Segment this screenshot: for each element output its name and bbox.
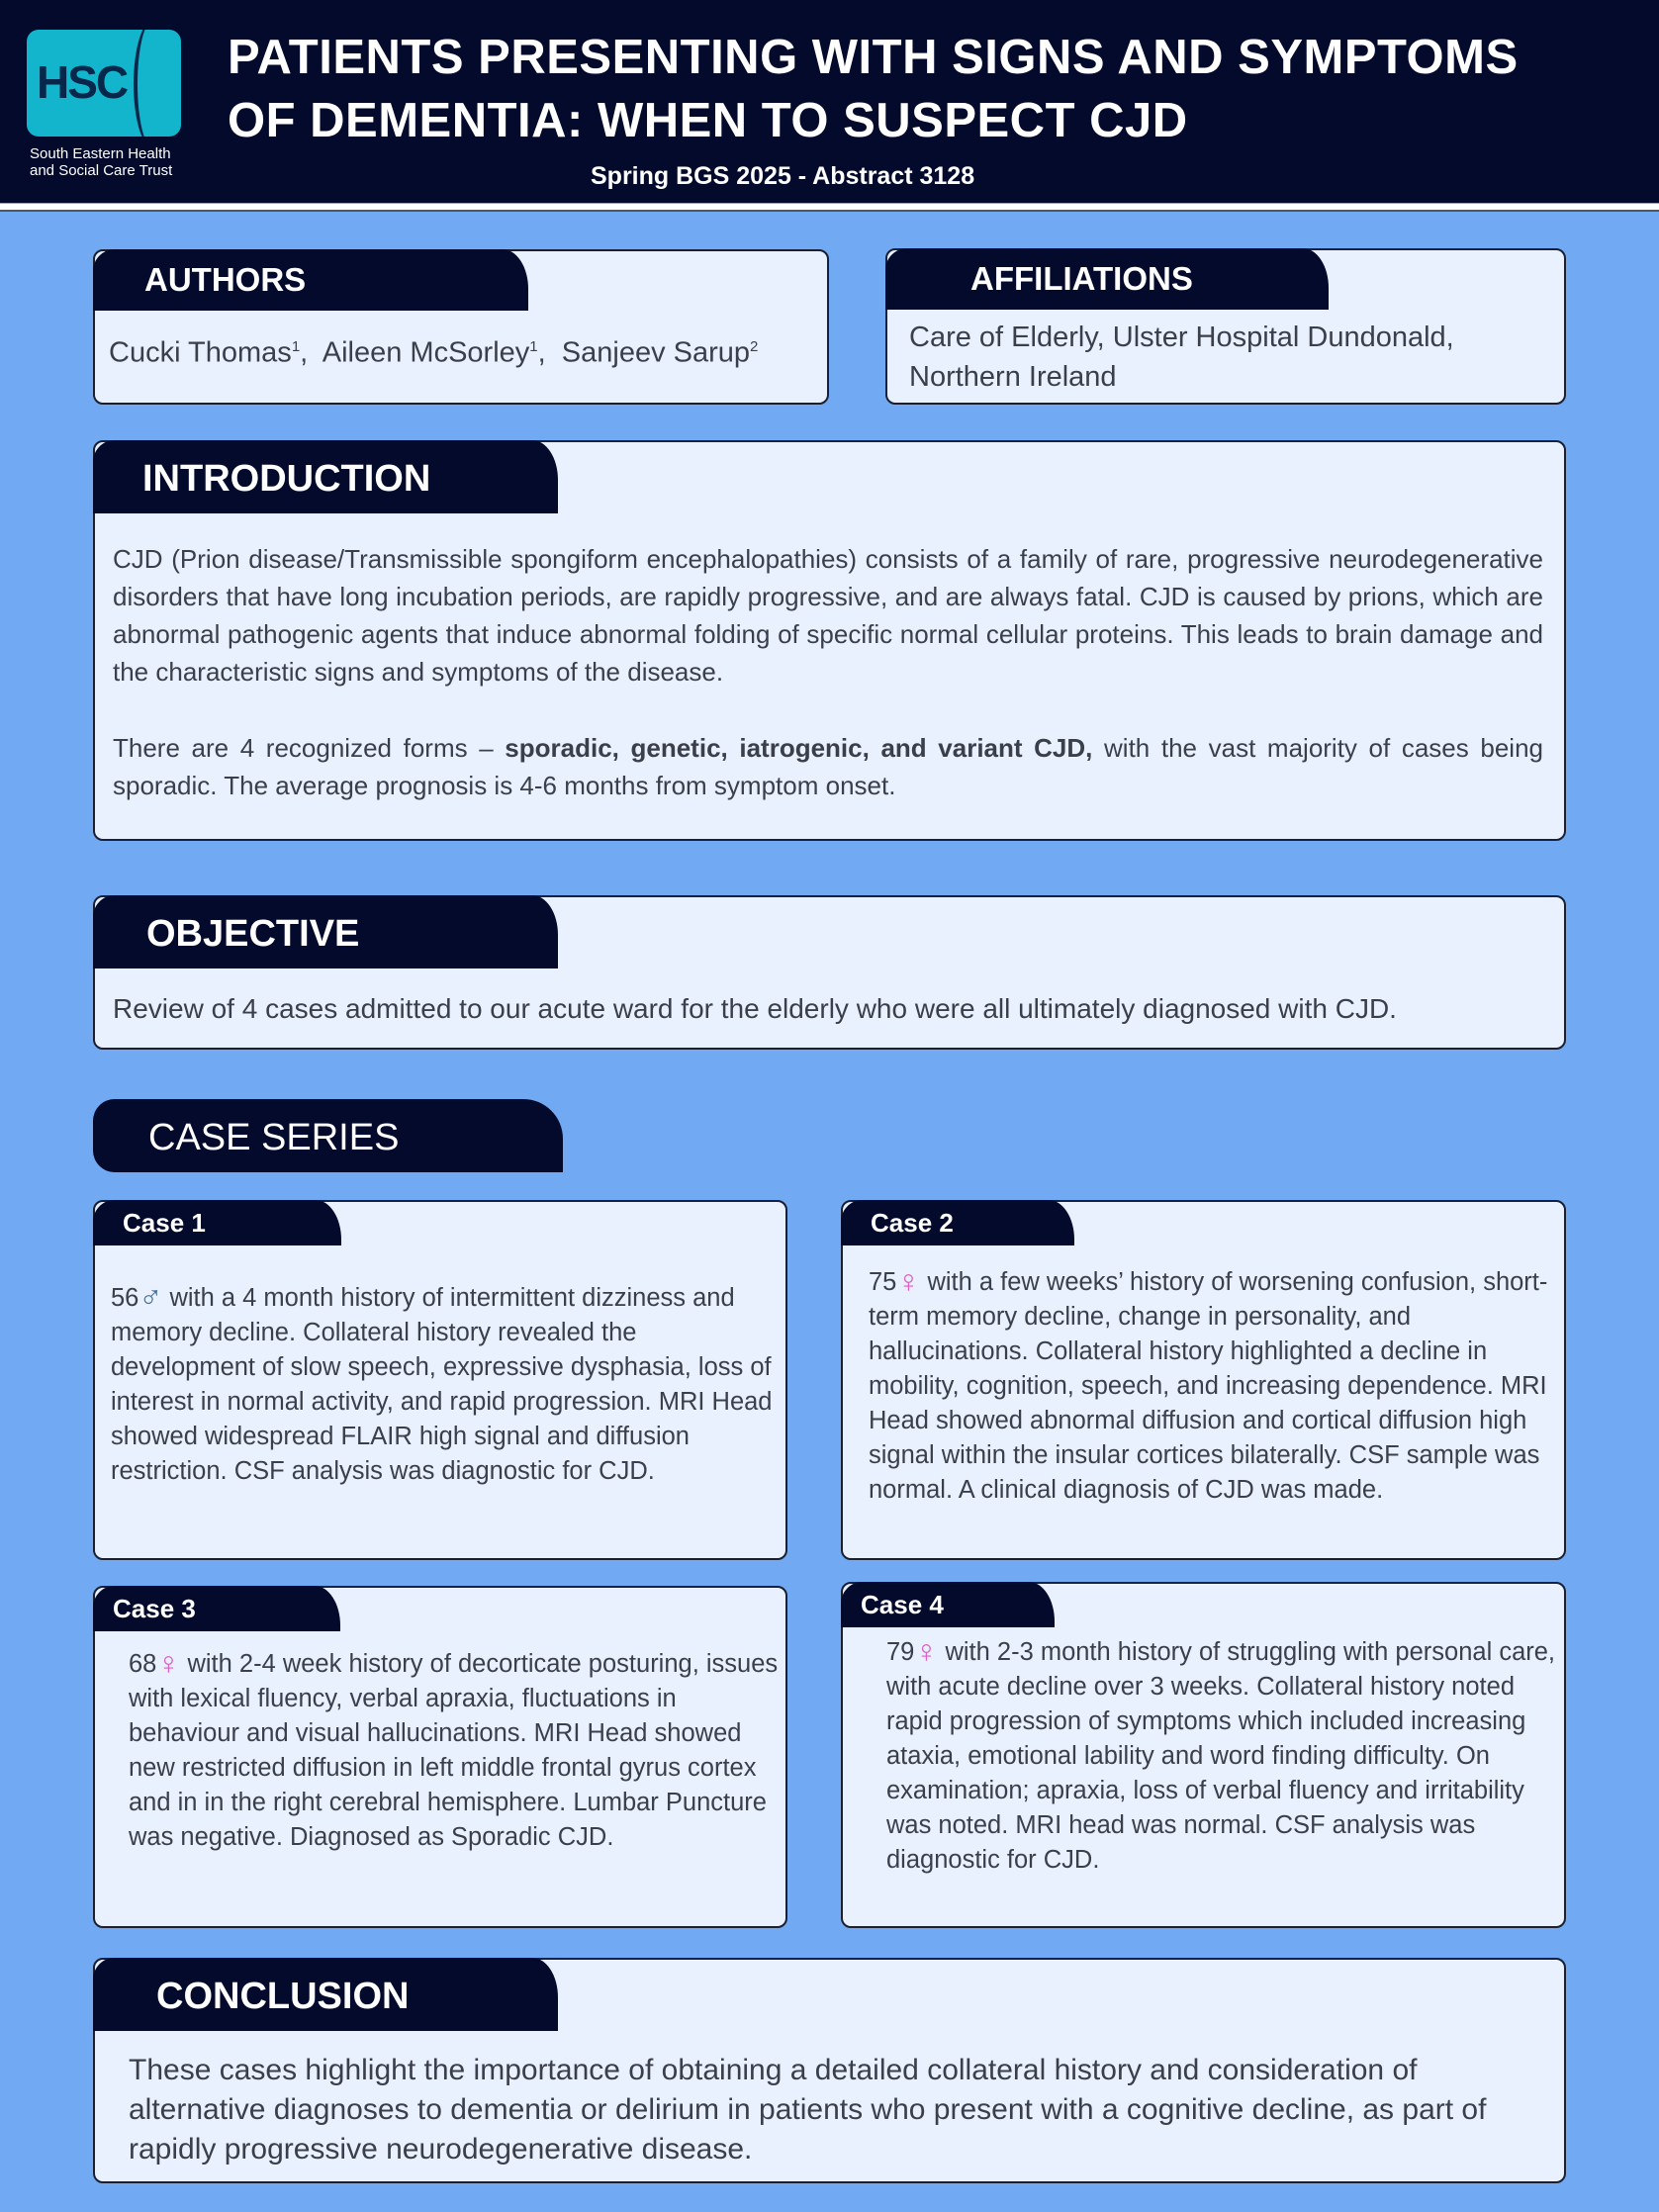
- female-icon: ♀: [896, 1263, 921, 1299]
- case-4-box: [841, 1582, 1566, 1928]
- introduction-heading: INTRODUCTION: [93, 440, 558, 513]
- poster-subtitle: Spring BGS 2025 - Abstract 3128: [591, 162, 975, 190]
- affiliations-box: [885, 248, 1566, 405]
- objective-box: [93, 895, 1566, 1050]
- case-4-text: 79♀ with 2-3 month history of struggling with personal care, with acute decline over 3 weeks. Collateral history noted rapid progression of symptoms which included increasing ataxia, emotional lability and word finding difficulty. On examination; apraxia, loss of verbal fluency and irritability was noted. MRI head was normal. CSF analysis was diagnostic for CJD.: [886, 1633, 1556, 1874]
- authors-heading: AUTHORS: [93, 249, 528, 311]
- male-icon: ♂: [138, 1279, 163, 1315]
- introduction-box: [93, 440, 1566, 841]
- case-4-title: Case 4: [841, 1582, 1055, 1627]
- conclusion-box: [93, 1958, 1566, 2183]
- case-1-text: 56♂ with a 4 month history of intermittent dizziness and memory decline. Collateral history revealed the development of slow speech, expressive dysphasia, loss of interest in normal activity, and rapid progression. MRI Head showed widespread FLAIR high signal and diffusion restriction. CSF analysis was diagnostic for CJD.: [111, 1279, 773, 1485]
- affiliations-text: Care of Elderly, Ulster Hospital Dundonald, Northern Ireland: [909, 322, 1454, 393]
- case-2-title: Case 2: [841, 1200, 1074, 1245]
- case-1-title: Case 1: [93, 1200, 341, 1245]
- case-2-box: [841, 1200, 1566, 1560]
- case-3-box: [93, 1586, 787, 1928]
- case-3-text: 68♀ with 2-4 week history of decorticate posturing, issues with lexical fluency, verbal apraxia, fluctuations in behaviour and visual hallucinations. MRI Head showed new restricted diffusion in left middle frontal gyrus cortex and in in the right cerebral hemisphere. Lumbar Puncture was negative. Diagnosed as Sporadic CJD.: [129, 1645, 779, 1851]
- poster-title: PATIENTS PRESENTING WITH SIGNS AND SYMPTOMS OF DEMENTIA: WHEN TO SUSPECT CJD: [228, 31, 1519, 147]
- objective-text: Review of 4 cases admitted to our acute ward for the elderly who were all ultimately diagnosed with CJD.: [113, 993, 1397, 1024]
- divider: [0, 204, 1659, 212]
- authors-box: [93, 249, 829, 405]
- authors-list: Cucki Thomas$^1$, Aileen McSorley$^1$, Sanjeev Sarup$^2$: [109, 336, 759, 369]
- conclusion-text: These cases highlight the importance of obtaining a detailed collateral history and consideration of alternative diagnoses to dementia or delirium in patients who present with a cognitive decline, as part of rapidly progressive neurodegenerative disease.: [129, 2054, 1487, 2166]
- objective-heading: OBJECTIVE: [93, 895, 558, 968]
- case-3-title: Case 3: [93, 1586, 340, 1631]
- case-2-text: 75♀ with a few weeks’ history of worsening confusion, short-term memory decline, change in personality, and hallucinations. Collateral history highlighted a decline in mobility, cognition, speech, and increasing dependence. MRI Head showed abnormal diffusion and cortical diffusion high signal within the insular cortices bilaterally. CSF sample was normal. A clinical diagnosis of CJD was made.: [869, 1263, 1548, 1504]
- female-icon: ♀: [914, 1633, 939, 1669]
- case-series-heading: CASE SERIES: [93, 1099, 563, 1172]
- case-1-box: [93, 1200, 787, 1560]
- conclusion-heading: CONCLUSION: [93, 1958, 558, 2031]
- female-icon: ♀: [156, 1645, 181, 1681]
- poster-header: [0, 0, 1659, 203]
- trust-name: South Eastern Health and Social Care Trust: [30, 145, 173, 179]
- hsc-logo: HSC: [27, 30, 181, 137]
- affiliations-heading: AFFILIATIONS: [885, 248, 1329, 310]
- introduction-paragraph-2: There are 4 recognized forms – sporadic, genetic, iatrogenic, and variant CJD, with the vast majority of cases being sporadic. The average prognosis is 4-6 months from symptom onset.: [113, 733, 1543, 800]
- introduction-paragraph-1: CJD (Prion disease/Transmissible spongiform encephalopathies) consists of a family of rare, progressive neurodegenerative disorders that have long incubation periods, are rapidly progressive, and are always fatal. CJD is caused by prions, which are abnormal pathogenic agents that induce abnormal folding of specific normal cellular proteins. This leads to brain damage and the characteristic signs and symptoms of the disease.: [113, 544, 1543, 687]
